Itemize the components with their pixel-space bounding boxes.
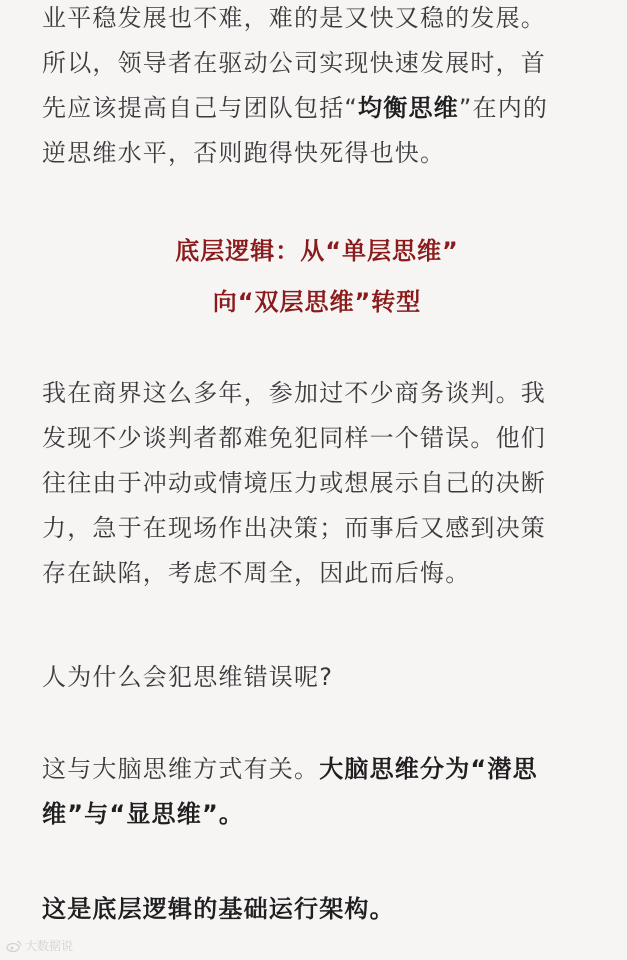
section-heading-line-1: 底层逻辑：从“单层思维”	[175, 237, 459, 265]
paragraph-1-line-2: 所以，领导者在驱动公司实现快速发展时，首	[42, 49, 546, 77]
paragraph-1-line-4: 逆思维水平，否则跑得快死得也快。	[42, 139, 446, 167]
weibo-logo-icon	[6, 940, 22, 952]
paragraph-4-line-2: 维”与“显思维”。	[42, 800, 245, 828]
paragraph-4	[42, 747, 538, 837]
paragraph-5	[42, 887, 395, 932]
paragraph-1-line-3-tail: ”在内的	[458, 94, 549, 122]
bold-statement-brain-thinking: 大脑思维分为“潜思	[319, 755, 538, 783]
paragraph-4-line-1	[42, 747, 538, 792]
paragraph-1-line-3-text: 先应该提高自己与团队包括“	[42, 94, 359, 122]
paragraph-2-line-4: 力，急于在现场作出决策；而事后又感到决策	[42, 514, 546, 542]
paragraph-1	[42, 0, 548, 176]
paragraph-2-line-5: 存在缺陷，考虑不周全，因此而后悔。	[42, 559, 471, 587]
watermark-text: 大数据说	[25, 939, 74, 953]
section-heading-line-2: 向“双层思维”转型	[212, 288, 422, 316]
paragraph-5-line-1: 这是底层逻辑的基础运行架构。	[42, 895, 395, 923]
watermark	[6, 937, 73, 954]
paragraph-1-line-1: 业平稳发展也不难，难的是又快又稳的发展。	[42, 4, 546, 32]
paragraph-2-line-1: 我在商界这么多年，参加过不少商务谈判。我	[42, 379, 546, 407]
paragraph-2	[42, 371, 546, 596]
bold-term-balanced-thinking: 均衡思维	[358, 94, 459, 122]
paragraph-2-line-2: 发现不少谈判者都难免犯同样一个错误。他们	[42, 424, 546, 452]
paragraph-3-line-1: 人为什么会犯思维错误呢?	[42, 663, 334, 691]
paragraph-3	[42, 655, 333, 700]
paragraph-1-line-3	[42, 86, 548, 131]
paragraph-4-line-1-text: 这与大脑思维方式有关。	[42, 755, 320, 783]
paragraph-2-line-3: 往往由于冲动或情境压力或想展示自己的决断	[42, 469, 546, 497]
section-heading	[42, 226, 592, 328]
